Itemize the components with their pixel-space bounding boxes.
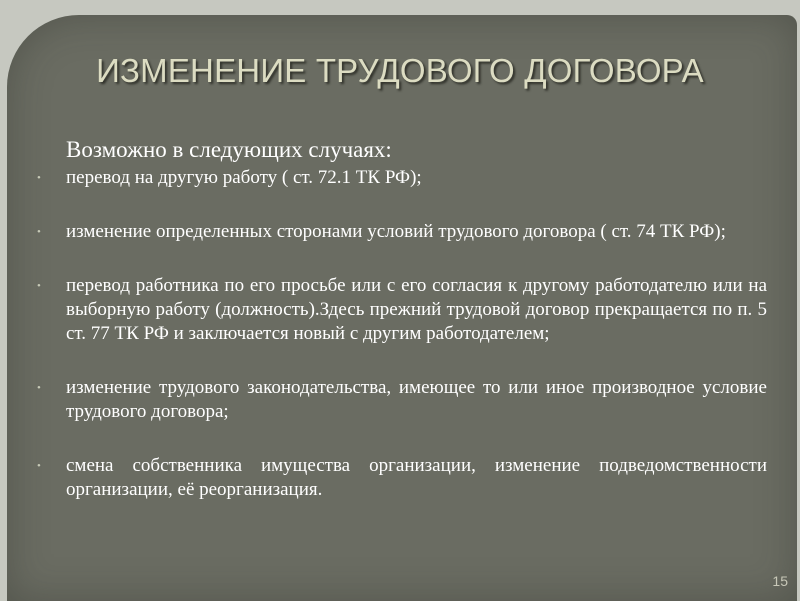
list-item <box>37 166 767 190</box>
bullet-icon: • <box>37 460 41 472</box>
slide-title: ИЗМЕНЕНИЕ ТРУДОВОГО ДОГОВОРА <box>96 52 704 89</box>
list-item-text: смена собственника имущества организации, изменение подведомственности организации, её реорганизация. <box>66 455 767 500</box>
list-item-text: перевод работника по его просьбе или с его согласия к другому работодателю или на выборную работу (должность).Здесь прежний трудовой договор прекращается по п. 5 ст. 77 ТК РФ и заключается новый с другим работодателем; <box>66 275 767 344</box>
bullet-icon: • <box>37 280 41 292</box>
slide-body <box>37 136 767 502</box>
list-item <box>37 220 767 244</box>
list-item <box>37 454 767 502</box>
bullet-icon: • <box>37 382 41 394</box>
intro-text: Возможно в следующих случаях: <box>66 137 392 162</box>
bullet-list <box>37 166 767 502</box>
list-item-text: перевод на другую работу ( ст. 72.1 ТК РФ); <box>66 167 422 188</box>
list-item <box>37 376 767 424</box>
list-item-text: изменение определенных сторонами условий трудового договора ( ст. 74 ТК РФ); <box>66 221 726 242</box>
list-item <box>37 274 767 346</box>
list-item-text: изменение трудового законодательства, имеющее то или иное производное условие трудового договора; <box>66 377 767 422</box>
bullet-icon: • <box>37 226 41 238</box>
page-number: 15 <box>772 573 788 589</box>
bullet-icon: • <box>37 172 41 184</box>
